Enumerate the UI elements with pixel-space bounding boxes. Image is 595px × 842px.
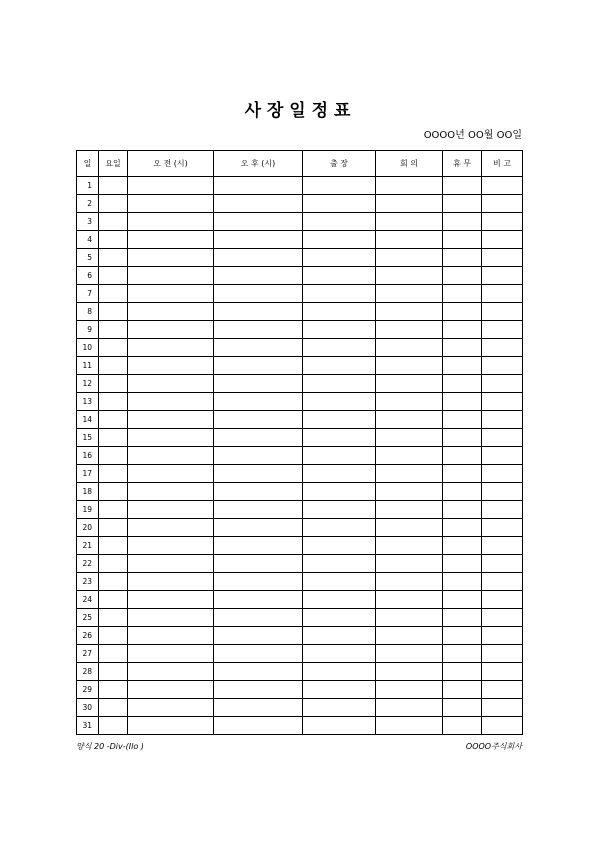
weekday-cell[interactable] (99, 249, 128, 267)
day-number: 3 (77, 213, 99, 231)
weekday-cell[interactable] (99, 609, 128, 627)
remarks-cell[interactable] (482, 429, 523, 447)
day-number: 19 (77, 501, 99, 519)
business-trip-cell[interactable] (303, 627, 376, 645)
remarks-cell[interactable] (482, 375, 523, 393)
morning-cell[interactable] (128, 609, 214, 627)
weekday-cell[interactable] (99, 555, 128, 573)
table-row (77, 213, 523, 231)
day-off-cell[interactable] (443, 303, 482, 321)
remarks-cell[interactable] (482, 483, 523, 501)
business-trip-cell[interactable] (303, 717, 376, 735)
header-day-off: 휴 무 (443, 151, 482, 177)
meeting-cell[interactable] (376, 717, 443, 735)
morning-cell[interactable] (128, 681, 214, 699)
table-row (77, 681, 523, 699)
meeting-cell[interactable] (376, 231, 443, 249)
header-day: 일 (77, 151, 99, 177)
day-off-cell[interactable] (443, 213, 482, 231)
weekday-cell[interactable] (99, 519, 128, 537)
table-row (77, 177, 523, 195)
business-trip-cell[interactable] (303, 447, 376, 465)
remarks-cell[interactable] (482, 717, 523, 735)
remarks-cell[interactable] (482, 627, 523, 645)
business-trip-cell[interactable] (303, 663, 376, 681)
business-trip-cell[interactable] (303, 501, 376, 519)
day-number: 1 (77, 177, 99, 195)
meeting-cell[interactable] (376, 357, 443, 375)
afternoon-cell[interactable] (214, 375, 303, 393)
header-weekday: 요일 (99, 151, 128, 177)
day-off-cell[interactable] (443, 681, 482, 699)
header-business-trip: 출 장 (303, 151, 376, 177)
weekday-cell[interactable] (99, 267, 128, 285)
afternoon-cell[interactable] (214, 609, 303, 627)
meeting-cell[interactable] (376, 447, 443, 465)
morning-cell[interactable] (128, 393, 214, 411)
meeting-cell[interactable] (376, 393, 443, 411)
business-trip-cell[interactable] (303, 591, 376, 609)
weekday-cell[interactable] (99, 681, 128, 699)
company-name: OOOO주식회사 (465, 742, 522, 751)
morning-cell[interactable] (128, 231, 214, 249)
weekday-cell[interactable] (99, 447, 128, 465)
day-number: 27 (77, 645, 99, 663)
day-number: 23 (77, 573, 99, 591)
table-row (77, 447, 523, 465)
meeting-cell[interactable] (376, 375, 443, 393)
table-row (77, 501, 523, 519)
remarks-cell[interactable] (482, 321, 523, 339)
weekday-cell[interactable] (99, 717, 128, 735)
table-row (77, 537, 523, 555)
day-off-cell[interactable] (443, 195, 482, 213)
meeting-cell[interactable] (376, 339, 443, 357)
day-off-cell[interactable] (443, 231, 482, 249)
meeting-cell[interactable] (376, 285, 443, 303)
day-off-cell[interactable] (443, 717, 482, 735)
meeting-cell[interactable] (376, 681, 443, 699)
morning-cell[interactable] (128, 411, 214, 429)
meeting-cell[interactable] (376, 195, 443, 213)
business-trip-cell[interactable] (303, 537, 376, 555)
morning-cell[interactable] (128, 627, 214, 645)
day-off-cell[interactable] (443, 555, 482, 573)
morning-cell[interactable] (128, 267, 214, 285)
day-off-cell[interactable] (443, 627, 482, 645)
meeting-cell[interactable] (376, 609, 443, 627)
day-off-cell[interactable] (443, 357, 482, 375)
day-off-cell[interactable] (443, 285, 482, 303)
day-number: 21 (77, 537, 99, 555)
meeting-cell[interactable] (376, 573, 443, 591)
table-row (77, 429, 523, 447)
day-number: 10 (77, 339, 99, 357)
table-row (77, 375, 523, 393)
day-off-cell[interactable] (443, 501, 482, 519)
table-row (77, 573, 523, 591)
remarks-cell[interactable] (482, 573, 523, 591)
meeting-cell[interactable] (376, 663, 443, 681)
afternoon-cell[interactable] (214, 699, 303, 717)
weekday-cell[interactable] (99, 483, 128, 501)
day-number: 24 (77, 591, 99, 609)
business-trip-cell[interactable] (303, 465, 376, 483)
business-trip-cell[interactable] (303, 645, 376, 663)
weekday-cell[interactable] (99, 357, 128, 375)
day-number: 31 (77, 717, 99, 735)
document-title: 사 장 일 정 표 (244, 101, 351, 121)
table-row (77, 663, 523, 681)
day-off-cell[interactable] (443, 537, 482, 555)
day-number: 12 (77, 375, 99, 393)
afternoon-cell[interactable] (214, 465, 303, 483)
afternoon-cell[interactable] (214, 303, 303, 321)
day-number: 22 (77, 555, 99, 573)
business-trip-cell[interactable] (303, 429, 376, 447)
afternoon-cell[interactable] (214, 627, 303, 645)
afternoon-cell[interactable] (214, 267, 303, 285)
weekday-cell[interactable] (99, 321, 128, 339)
table-row (77, 321, 523, 339)
day-off-cell[interactable] (443, 429, 482, 447)
morning-cell[interactable] (128, 645, 214, 663)
weekday-cell[interactable] (99, 627, 128, 645)
form-number: 양식 20 -Div-(Ilo ) (76, 742, 144, 751)
morning-cell[interactable] (128, 465, 214, 483)
business-trip-cell[interactable] (303, 375, 376, 393)
day-number: 8 (77, 303, 99, 321)
afternoon-cell[interactable] (214, 663, 303, 681)
table-row (77, 519, 523, 537)
remarks-cell[interactable] (482, 231, 523, 249)
weekday-cell[interactable] (99, 177, 128, 195)
day-off-cell[interactable] (443, 375, 482, 393)
day-number: 7 (77, 285, 99, 303)
morning-cell[interactable] (128, 663, 214, 681)
table-row (77, 231, 523, 249)
weekday-cell[interactable] (99, 663, 128, 681)
afternoon-cell[interactable] (214, 357, 303, 375)
remarks-cell[interactable] (482, 393, 523, 411)
day-number: 30 (77, 699, 99, 717)
afternoon-cell[interactable] (214, 573, 303, 591)
day-off-cell[interactable] (443, 699, 482, 717)
business-trip-cell[interactable] (303, 357, 376, 375)
weekday-cell[interactable] (99, 537, 128, 555)
day-off-cell[interactable] (443, 591, 482, 609)
day-number: 29 (77, 681, 99, 699)
table-row (77, 303, 523, 321)
afternoon-cell[interactable] (214, 339, 303, 357)
day-number: 13 (77, 393, 99, 411)
morning-cell[interactable] (128, 195, 214, 213)
business-trip-cell[interactable] (303, 303, 376, 321)
table-row (77, 411, 523, 429)
day-number: 6 (77, 267, 99, 285)
table-row (77, 699, 523, 717)
business-trip-cell[interactable] (303, 393, 376, 411)
afternoon-cell[interactable] (214, 591, 303, 609)
business-trip-cell[interactable] (303, 321, 376, 339)
day-off-cell[interactable] (443, 483, 482, 501)
remarks-cell[interactable] (482, 447, 523, 465)
weekday-cell[interactable] (99, 591, 128, 609)
table-row (77, 591, 523, 609)
weekday-cell[interactable] (99, 393, 128, 411)
day-number: 15 (77, 429, 99, 447)
weekday-cell[interactable] (99, 645, 128, 663)
weekday-cell[interactable] (99, 465, 128, 483)
business-trip-cell[interactable] (303, 177, 376, 195)
table-row (77, 285, 523, 303)
afternoon-cell[interactable] (214, 519, 303, 537)
weekday-cell[interactable] (99, 339, 128, 357)
meeting-cell[interactable] (376, 465, 443, 483)
remarks-cell[interactable] (482, 609, 523, 627)
remarks-cell[interactable] (482, 195, 523, 213)
day-off-cell[interactable] (443, 249, 482, 267)
weekday-cell[interactable] (99, 303, 128, 321)
weekday-cell[interactable] (99, 195, 128, 213)
schedule-body (77, 177, 523, 735)
table-row (77, 609, 523, 627)
business-trip-cell[interactable] (303, 699, 376, 717)
remarks-cell[interactable] (482, 681, 523, 699)
remarks-cell[interactable] (482, 285, 523, 303)
morning-cell[interactable] (128, 375, 214, 393)
afternoon-cell[interactable] (214, 195, 303, 213)
day-number: 4 (77, 231, 99, 249)
remarks-cell[interactable] (482, 267, 523, 285)
remarks-cell[interactable] (482, 213, 523, 231)
remarks-cell[interactable] (482, 411, 523, 429)
morning-cell[interactable] (128, 285, 214, 303)
table-row (77, 393, 523, 411)
header-row (77, 151, 523, 177)
meeting-cell[interactable] (376, 555, 443, 573)
meeting-cell[interactable] (376, 249, 443, 267)
afternoon-cell[interactable] (214, 285, 303, 303)
morning-cell[interactable] (128, 447, 214, 465)
schedule-table (76, 150, 523, 735)
business-trip-cell[interactable] (303, 555, 376, 573)
remarks-cell[interactable] (482, 591, 523, 609)
afternoon-cell[interactable] (214, 501, 303, 519)
table-row (77, 645, 523, 663)
remarks-cell[interactable] (482, 249, 523, 267)
morning-cell[interactable] (128, 213, 214, 231)
morning-cell[interactable] (128, 303, 214, 321)
day-number: 28 (77, 663, 99, 681)
afternoon-cell[interactable] (214, 213, 303, 231)
remarks-cell[interactable] (482, 555, 523, 573)
date-line: OOOO년 OO월 OO일 (423, 130, 522, 141)
remarks-cell[interactable] (482, 339, 523, 357)
business-trip-cell[interactable] (303, 519, 376, 537)
meeting-cell[interactable] (376, 537, 443, 555)
day-number: 18 (77, 483, 99, 501)
table-row (77, 717, 523, 735)
day-off-cell[interactable] (443, 339, 482, 357)
weekday-cell[interactable] (99, 573, 128, 591)
business-trip-cell[interactable] (303, 573, 376, 591)
afternoon-cell[interactable] (214, 717, 303, 735)
afternoon-cell[interactable] (214, 411, 303, 429)
day-number: 17 (77, 465, 99, 483)
weekday-cell[interactable] (99, 285, 128, 303)
afternoon-cell[interactable] (214, 321, 303, 339)
remarks-cell[interactable] (482, 177, 523, 195)
morning-cell[interactable] (128, 339, 214, 357)
business-trip-cell[interactable] (303, 231, 376, 249)
day-off-cell[interactable] (443, 465, 482, 483)
morning-cell[interactable] (128, 357, 214, 375)
table-row (77, 627, 523, 645)
day-off-cell[interactable] (443, 177, 482, 195)
remarks-cell[interactable] (482, 537, 523, 555)
business-trip-cell[interactable] (303, 609, 376, 627)
remarks-cell[interactable] (482, 357, 523, 375)
remarks-cell[interactable] (482, 663, 523, 681)
afternoon-cell[interactable] (214, 537, 303, 555)
meeting-cell[interactable] (376, 627, 443, 645)
morning-cell[interactable] (128, 519, 214, 537)
table-row (77, 249, 523, 267)
meeting-cell[interactable] (376, 483, 443, 501)
meeting-cell[interactable] (376, 303, 443, 321)
remarks-cell[interactable] (482, 519, 523, 537)
table-row (77, 267, 523, 285)
day-off-cell[interactable] (443, 447, 482, 465)
remarks-cell[interactable] (482, 699, 523, 717)
meeting-cell[interactable] (376, 519, 443, 537)
meeting-cell[interactable] (376, 177, 443, 195)
day-off-cell[interactable] (443, 393, 482, 411)
business-trip-cell[interactable] (303, 339, 376, 357)
weekday-cell[interactable] (99, 213, 128, 231)
meeting-cell[interactable] (376, 429, 443, 447)
morning-cell[interactable] (128, 429, 214, 447)
header-afternoon: 오 후 (시) (214, 151, 303, 177)
remarks-cell[interactable] (482, 501, 523, 519)
table-row (77, 195, 523, 213)
day-number: 26 (77, 627, 99, 645)
day-off-cell[interactable] (443, 663, 482, 681)
business-trip-cell[interactable] (303, 681, 376, 699)
meeting-cell[interactable] (376, 213, 443, 231)
day-off-cell[interactable] (443, 609, 482, 627)
day-off-cell[interactable] (443, 411, 482, 429)
afternoon-cell[interactable] (214, 681, 303, 699)
table-row (77, 555, 523, 573)
morning-cell[interactable] (128, 249, 214, 267)
meeting-cell[interactable] (376, 645, 443, 663)
business-trip-cell[interactable] (303, 195, 376, 213)
day-off-cell[interactable] (443, 519, 482, 537)
morning-cell[interactable] (128, 537, 214, 555)
afternoon-cell[interactable] (214, 645, 303, 663)
day-off-cell[interactable] (443, 645, 482, 663)
morning-cell[interactable] (128, 483, 214, 501)
remarks-cell[interactable] (482, 645, 523, 663)
header-morning: 오 전 (시) (128, 151, 214, 177)
business-trip-cell[interactable] (303, 483, 376, 501)
morning-cell[interactable] (128, 501, 214, 519)
morning-cell[interactable] (128, 555, 214, 573)
day-number: 9 (77, 321, 99, 339)
morning-cell[interactable] (128, 321, 214, 339)
afternoon-cell[interactable] (214, 249, 303, 267)
day-number: 11 (77, 357, 99, 375)
meeting-cell[interactable] (376, 267, 443, 285)
day-number: 25 (77, 609, 99, 627)
morning-cell[interactable] (128, 573, 214, 591)
day-number: 16 (77, 447, 99, 465)
day-number: 14 (77, 411, 99, 429)
weekday-cell[interactable] (99, 699, 128, 717)
morning-cell[interactable] (128, 717, 214, 735)
business-trip-cell[interactable] (303, 285, 376, 303)
table-row (77, 483, 523, 501)
header-remarks: 비 고 (482, 151, 523, 177)
morning-cell[interactable] (128, 591, 214, 609)
morning-cell[interactable] (128, 177, 214, 195)
day-number: 20 (77, 519, 99, 537)
day-off-cell[interactable] (443, 267, 482, 285)
afternoon-cell[interactable] (214, 429, 303, 447)
afternoon-cell[interactable] (214, 177, 303, 195)
afternoon-cell[interactable] (214, 483, 303, 501)
weekday-cell[interactable] (99, 429, 128, 447)
business-trip-cell[interactable] (303, 249, 376, 267)
day-number: 2 (77, 195, 99, 213)
meeting-cell[interactable] (376, 591, 443, 609)
afternoon-cell[interactable] (214, 447, 303, 465)
business-trip-cell[interactable] (303, 213, 376, 231)
afternoon-cell[interactable] (214, 555, 303, 573)
meeting-cell[interactable] (376, 411, 443, 429)
weekday-cell[interactable] (99, 375, 128, 393)
meeting-cell[interactable] (376, 321, 443, 339)
day-off-cell[interactable] (443, 321, 482, 339)
weekday-cell[interactable] (99, 411, 128, 429)
remarks-cell[interactable] (482, 465, 523, 483)
afternoon-cell[interactable] (214, 393, 303, 411)
day-off-cell[interactable] (443, 573, 482, 591)
afternoon-cell[interactable] (214, 231, 303, 249)
table-row (77, 465, 523, 483)
business-trip-cell[interactable] (303, 411, 376, 429)
remarks-cell[interactable] (482, 303, 523, 321)
meeting-cell[interactable] (376, 501, 443, 519)
morning-cell[interactable] (128, 699, 214, 717)
header-meeting: 회 의 (376, 151, 443, 177)
day-number: 5 (77, 249, 99, 267)
weekday-cell[interactable] (99, 231, 128, 249)
business-trip-cell[interactable] (303, 267, 376, 285)
table-row (77, 357, 523, 375)
weekday-cell[interactable] (99, 501, 128, 519)
meeting-cell[interactable] (376, 699, 443, 717)
table-row (77, 339, 523, 357)
